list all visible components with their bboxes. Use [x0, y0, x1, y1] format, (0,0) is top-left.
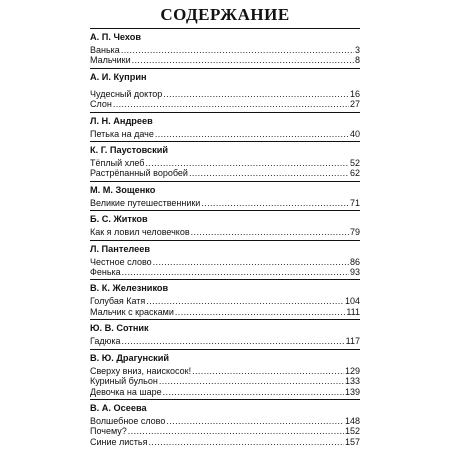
toc-entry[interactable]	[90, 168, 360, 178]
story-title: Петька на даче	[90, 128, 154, 139]
toc-section	[90, 349, 360, 399]
toc-section	[90, 210, 360, 239]
story-title: Как я ловил человечков	[90, 227, 190, 238]
dot-leader	[191, 227, 349, 237]
page-title: СОДЕРЖАНИЕ	[160, 5, 290, 24]
page-number: 71	[349, 197, 360, 208]
page-number: 8	[354, 55, 360, 66]
toc-section	[90, 141, 360, 181]
toc-entry[interactable]	[90, 307, 360, 317]
story-title: Голубая Катя	[90, 296, 146, 307]
story-title: Почему?	[90, 426, 127, 437]
page-number: 117	[345, 336, 360, 347]
dot-leader	[132, 55, 354, 65]
story-title: Ванька	[90, 45, 120, 55]
toc-entry[interactable]	[90, 55, 360, 65]
toc-entry[interactable]	[90, 387, 360, 397]
toc-entry[interactable]	[90, 426, 360, 436]
page-number: 86	[349, 256, 360, 267]
toc-entry[interactable]	[90, 437, 360, 447]
page-number: 111	[346, 306, 360, 317]
story-title: Куриный бульон	[90, 376, 158, 387]
page-number: 16	[349, 88, 360, 99]
toc-section	[90, 240, 360, 280]
story-title: Гадюка	[90, 336, 121, 347]
dot-leader	[163, 89, 349, 99]
toc-entry[interactable]	[90, 158, 360, 168]
toc-section	[90, 181, 360, 210]
dot-leader	[201, 198, 349, 208]
story-title: Девочка на шаре	[90, 386, 162, 397]
toc-entry[interactable]	[90, 45, 360, 55]
dot-leader	[122, 336, 345, 346]
story-title: Великие путешественники	[90, 197, 201, 208]
toc-entry[interactable]	[90, 366, 360, 376]
dot-leader	[128, 426, 344, 436]
page-number: 133	[344, 376, 360, 387]
story-title: Волшебное слово	[90, 415, 166, 426]
toc-entry[interactable]	[90, 376, 360, 386]
dot-leader	[159, 376, 344, 386]
story-title: Честное слово	[90, 256, 152, 267]
toc-section	[90, 279, 360, 319]
author-name: А. П. Чехов	[90, 32, 142, 42]
page-number: 104	[344, 296, 360, 307]
toc-entry[interactable]	[90, 257, 360, 267]
dot-leader	[192, 366, 344, 376]
page-number: 52	[349, 158, 360, 169]
page-number: 40	[349, 128, 360, 139]
dot-leader	[175, 307, 345, 317]
story-title: Слон	[90, 99, 112, 110]
toc-entry[interactable]	[90, 336, 360, 346]
story-title: Мальчики	[90, 55, 131, 66]
author-name: Л. Н. Андреев	[90, 115, 153, 126]
author-name: Л. Пантелеев	[90, 243, 151, 254]
page-number: 79	[349, 227, 360, 238]
story-title: Синие листья	[90, 436, 148, 447]
dot-leader	[122, 267, 349, 277]
story-title: Сверху вниз, наискосок!	[90, 365, 192, 376]
page-number: 27	[349, 99, 360, 110]
story-title: Мальчик с красками	[90, 306, 174, 317]
toc-entry[interactable]	[90, 416, 360, 426]
toc-section	[90, 28, 360, 68]
dot-leader	[166, 416, 344, 426]
dot-leader	[153, 257, 349, 267]
page-number: 139	[344, 386, 360, 397]
author-name: М. М. Зощенко	[90, 184, 156, 195]
toc-entry[interactable]	[90, 89, 360, 99]
author-name: В. А. Осеева	[90, 402, 147, 413]
dot-leader	[121, 45, 354, 55]
page-number: 3	[354, 45, 360, 55]
page-number: 129	[344, 365, 360, 376]
toc-entry[interactable]	[90, 296, 360, 306]
page-number: 157	[344, 436, 360, 447]
dot-leader	[113, 99, 349, 109]
toc-entry[interactable]	[90, 198, 360, 208]
dot-leader	[163, 387, 344, 397]
story-title: Фенька	[90, 267, 121, 278]
author-name: В. К. Железников	[90, 283, 169, 294]
toc-section	[90, 319, 360, 348]
toc-section	[90, 68, 360, 112]
author-name: В. Ю. Драгунский	[90, 352, 170, 363]
toc-entry[interactable]	[90, 129, 360, 139]
page-number: 93	[349, 267, 360, 278]
dot-leader	[189, 168, 349, 178]
page-number: 62	[349, 168, 360, 179]
dot-leader	[145, 158, 349, 168]
story-title: Тёплый хлеб	[90, 158, 145, 169]
toc-entry[interactable]	[90, 267, 360, 277]
dot-leader	[149, 437, 344, 447]
toc-entry[interactable]	[90, 227, 360, 237]
page-number: 148	[344, 415, 360, 426]
toc-section	[90, 112, 360, 141]
author-name: Б. С. Житков	[90, 214, 148, 225]
page-number: 152	[344, 426, 360, 437]
story-title: Чудесный доктор	[90, 88, 163, 99]
toc-entry[interactable]	[90, 99, 360, 109]
dot-leader	[146, 296, 344, 306]
dot-leader	[155, 129, 349, 139]
author-name: К. Г. Паустовский	[90, 145, 168, 156]
story-title: Растрёпанный воробей	[90, 168, 188, 179]
toc-section	[90, 399, 360, 449]
author-name: А. И. Куприн	[90, 71, 147, 82]
author-name: Ю. В. Сотник	[90, 323, 149, 334]
table-of-contents	[90, 28, 360, 449]
